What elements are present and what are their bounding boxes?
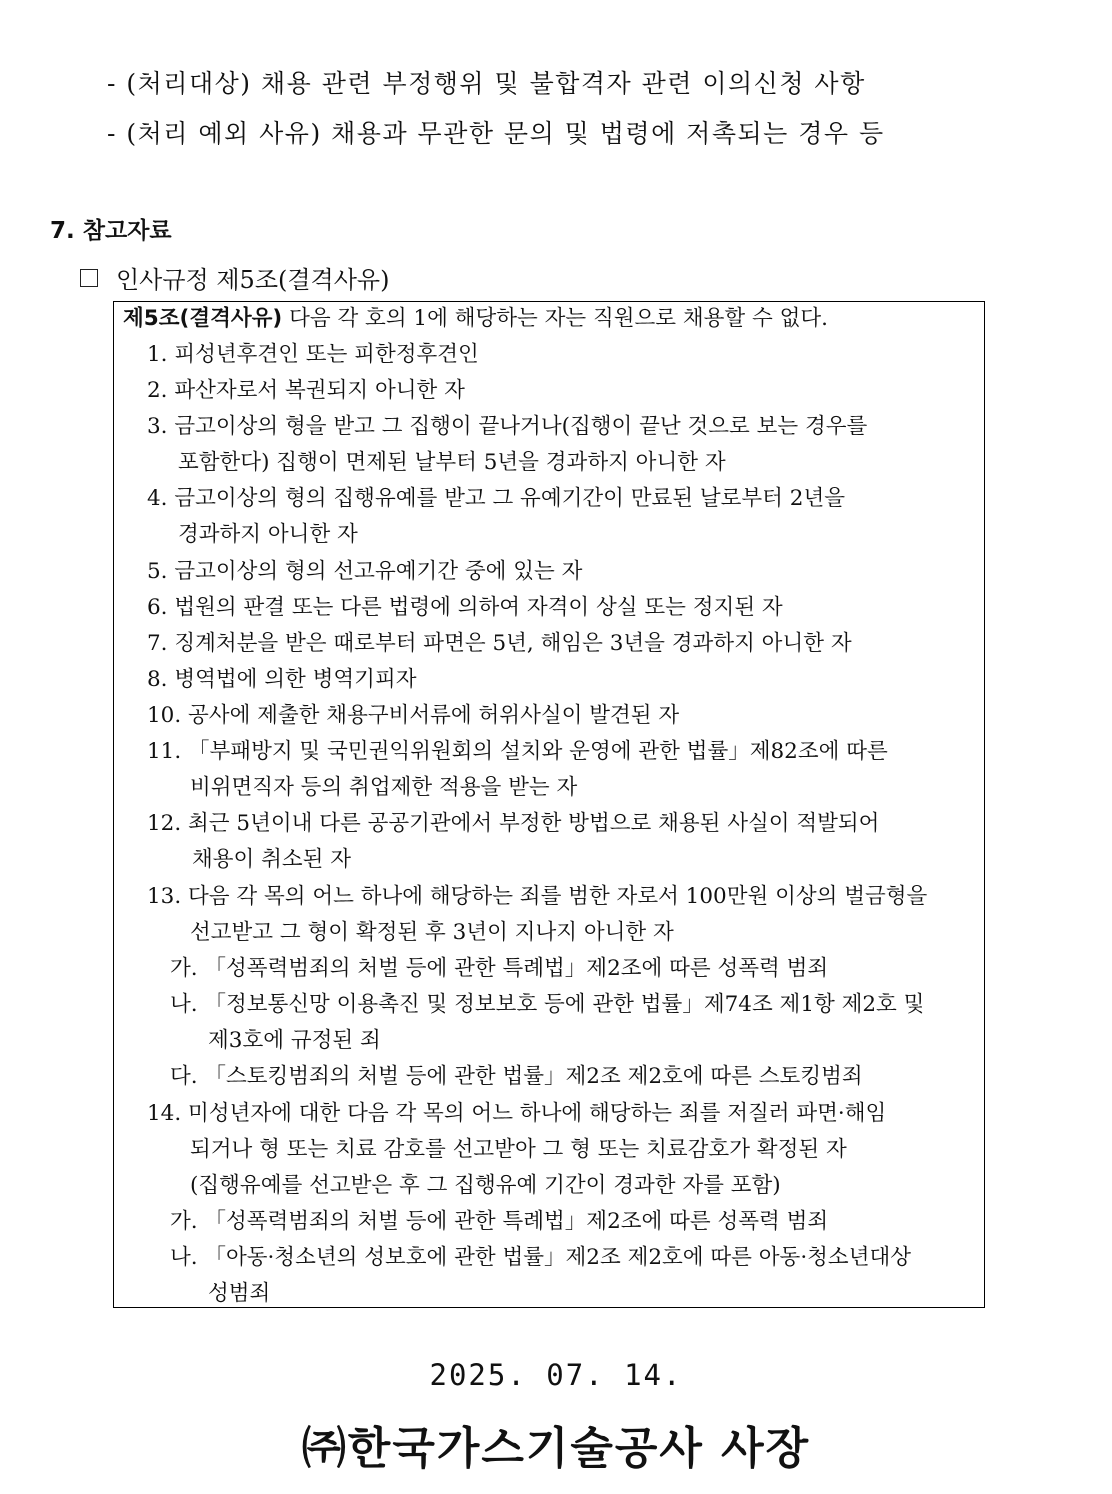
- regulation-line: 제3호에 규정된 죄: [208, 1028, 381, 1053]
- regulation-intro: 다음 각 호의 1에 해당하는 자는 직원으로 채용할 수 없다.: [282, 306, 829, 331]
- reference-item-label: 인사규정 제5조(결격사유): [116, 266, 390, 294]
- regulation-line: 6. 법원의 판결 또는 다른 법령에 의하여 자격이 상실 또는 정지된 자: [147, 595, 783, 620]
- regulation-line: (집행유예를 선고받은 후 그 집행유예 기간이 경과한 자를 포함): [190, 1173, 781, 1198]
- regulation-line: 7. 징계처분을 받은 때로부터 파면은 5년, 해임은 3년을 경과하지 아니한 자: [147, 631, 852, 656]
- document-date: 2025. 07. 14.: [429, 1358, 683, 1392]
- regulation-line: 포함한다) 집행이 면제된 날부터 5년을 경과하지 아니한 자: [178, 450, 726, 475]
- regulation-line: 가. 「성폭력범죄의 처벌 등에 관한 특례법」제2조에 따른 성폭력 범죄: [170, 1209, 829, 1234]
- checkbox-square-icon: [80, 269, 98, 287]
- regulation-line: 되거나 형 또는 치료 감호를 선고받아 그 형 또는 치료감호가 확정된 자: [190, 1137, 847, 1162]
- regulation-line: 나. 「아동·청소년의 성보호에 관한 법률」제2조 제2호에 따른 아동·청소년대상: [170, 1245, 912, 1270]
- regulation-line: 비위면직자 등의 취업제한 적용을 받는 자: [190, 775, 578, 800]
- regulation-heading-line: [123, 308, 828, 330]
- section-title: 7. 참고자료: [50, 218, 172, 244]
- regulation-line: 경과하지 아니한 자: [178, 522, 358, 547]
- regulation-line: 14. 미성년자에 대한 다음 각 목의 어느 하나에 해당하는 죄를 저질러 파면·해임: [147, 1101, 887, 1126]
- regulation-line: 12. 최근 5년이내 다른 공공기관에서 부정한 방법으로 채용된 사실이 적발되어: [147, 811, 880, 836]
- regulation-line: 3. 금고이상의 형을 받고 그 집행이 끝나거나(집행이 끝난 것으로 보는 경우를: [147, 414, 868, 439]
- regulation-line: 11. 「부패방지 및 국민권익위원회의 설치와 운영에 관한 법률」제82조에 따른: [147, 739, 888, 764]
- regulation-line: 2. 파산자로서 복권되지 아니한 자: [147, 378, 465, 403]
- regulation-line: 10. 공사에 제출한 채용구비서류에 허위사실이 발견된 자: [147, 703, 680, 728]
- regulation-line: 다. 「스토킹범죄의 처벌 등에 관한 법률」제2조 제2호에 따른 스토킹범죄: [170, 1064, 863, 1089]
- regulation-line: 5. 금고이상의 형의 선고유예기간 중에 있는 자: [147, 559, 583, 584]
- issuer-signature: ㈜한국가스기술공사 사장: [301, 1423, 811, 1474]
- regulation-line: 13. 다음 각 목의 어느 하나에 해당하는 죄를 범한 자로서 100만원 이상의 벌금형을: [147, 884, 928, 909]
- regulation-line: 채용이 취소된 자: [192, 847, 352, 872]
- bullet-processing-target: - (처리대상) 채용 관련 부정행위 및 불합격자 관련 이의신청 사항: [107, 69, 866, 98]
- regulation-line: 선고받고 그 형이 확정된 후 3년이 지나지 아니한 자: [190, 920, 674, 945]
- bullet-processing-exception: - (처리 예외 사유) 채용과 무관한 문의 및 법령에 저촉되는 경우 등: [107, 119, 885, 148]
- regulation-line: 나. 「정보통신망 이용촉진 및 정보보호 등에 관한 법률」제74조 제1항 제2호 및: [170, 992, 925, 1017]
- regulation-line: 4. 금고이상의 형의 집행유예를 받고 그 유예기간이 만료된 날로부터 2년을: [147, 486, 846, 511]
- regulation-line: 성범죄: [208, 1281, 271, 1306]
- regulation-line: 1. 피성년후견인 또는 피한정후견인: [147, 342, 479, 367]
- regulation-line: 8. 병역법에 의한 병역기피자: [147, 667, 417, 692]
- reference-item: [80, 260, 389, 295]
- regulation-line: 가. 「성폭력범죄의 처벌 등에 관한 특례법」제2조에 따른 성폭력 범죄: [170, 956, 829, 981]
- regulation-heading: 제5조(결격사유): [123, 306, 283, 331]
